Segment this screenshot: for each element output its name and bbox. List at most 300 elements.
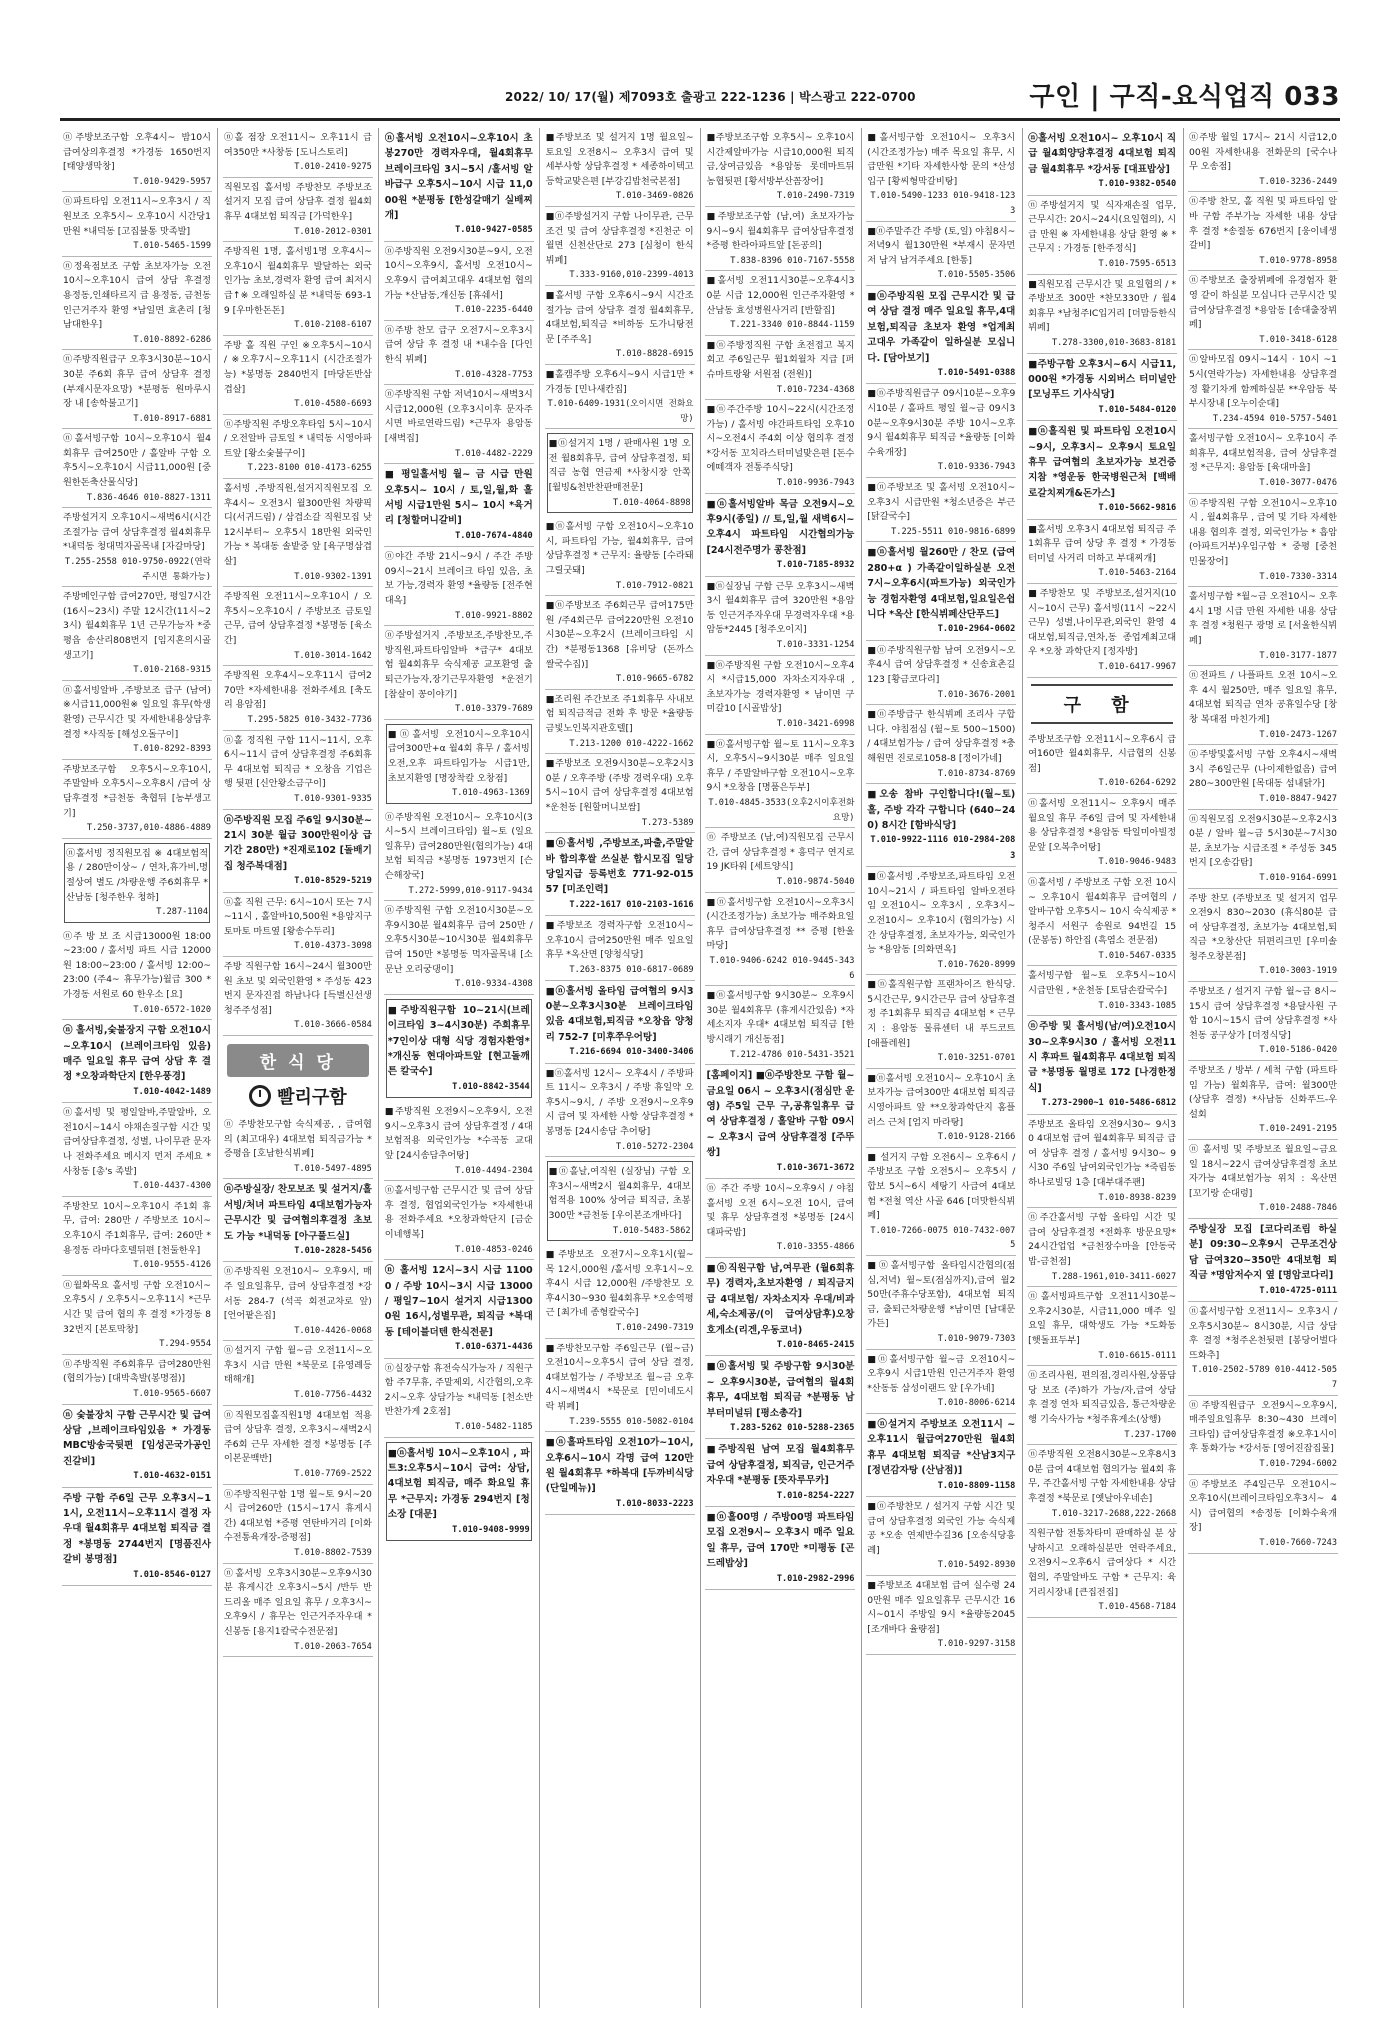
ad-phone: T.239-5555 010-5082-0104 — [569, 1416, 694, 1427]
classified-ad — [1188, 350, 1338, 429]
ad-text: ■ⓝ홀서빙구함 월~금 오전10시~오후9시 시급1만원 인근거주자 환영 *산동동 삼성이랜드 앞 [우가네] — [867, 1353, 1016, 1394]
classified-ad — [386, 1442, 532, 1541]
ad-text: ■ⓝ홀서빙구함 9시30분~ 오후9시30분 월4회휴무 (휴게시간있음) *자세소지자 우대* 4대보험 퇴직금 [한방시래기 개신동점] — [706, 990, 855, 1045]
classified-ad — [62, 1103, 212, 1197]
column-3 — [384, 128, 534, 2008]
classified-ad — [547, 433, 693, 513]
ad-text: ■ⓝ홀서빙구함 올타임시간협의(점심,저녁) 월~토(점심까지),급여 월250만(주휴수당포함), 4대보험 퇴직금, 출퇴근차량운행 *남이면 [남대문가든] — [867, 1259, 1016, 1330]
column-7 — [1027, 128, 1177, 2008]
classified-ad — [62, 1197, 212, 1276]
ad-text: ⓝ 주방보조 (남,여)직원모집 근무시간, 급여 상담후결정 * 흥덕구 연지로 19 JK타워 [세트양식] — [706, 832, 855, 873]
classified-ad — [1027, 1445, 1177, 1524]
classified-ad — [223, 1179, 373, 1262]
classified-ad — [705, 577, 855, 656]
ad-text: ■ⓝ홀파트타임 오전10가~10시, 오후6시~10시 각명 급여 120만원 월4회휴무 *하복대 [두까비식당(단일메뉴)] — [545, 1437, 694, 1495]
ad-phone: T.333-9160,010-2399-4013 — [569, 270, 694, 281]
ad-text: 주방찬모 10시~오후10시 주1회 휴무, 급여: 280만 / 주방보조 10시~오후10시 주1회휴무, 급여: 260만 *용정동 라마다호텔뒤편 [천둘한우] — [63, 1200, 211, 1256]
ad-text: [홈페이지] ■ⓝ주방찬모 구함 월~ 금요일 06시 ~ 오후3시(점심만 운영) 주5일 근무 구,공휴일휴무 급여 상담후결정 / 홀알바 구함 09시~ 오후3시 급여 상담후결정 [주뚜쌍] — [706, 1070, 855, 1159]
ad-phone: T.278-3300,010-3683-8181 — [1051, 337, 1177, 348]
ad-text: 주방 홀 직원 구인 ※오후5시~10시 / ※오후7시~오후11시 (시간조절가능) *봉명동 2840번지 [마당돈반삼겹살] — [223, 339, 372, 395]
classified-ad — [223, 587, 373, 666]
classified-ad — [866, 478, 1016, 542]
classified-ad — [1027, 794, 1177, 873]
ad-text: ⓝ 숯불장치 구함 근무시간 및 급여 상담 ,브레이크타임있음 * 가경동 MBC방송국뒷편 [임성곤국가공인진갈비] — [63, 1409, 211, 1467]
ad-phone: T.010-9382-0540 — [1098, 179, 1177, 190]
ad-text: ⓝ주방직원 오전10시~ 오후9시, 매주 일요일휴무, 급여 상담후결정 *강서동 284-7 (석곡 회전교차로 앞) [언어팥은집] — [223, 1266, 372, 1322]
ad-text: ⓝ주방 찬모 급구 오전7시~오후3시 급여 상담 후 결정 내 *내수읍 [다인 한식 뷔페] — [384, 324, 533, 365]
ad-phone: T.010-3217-2688,222-2668 — [1051, 1508, 1177, 1519]
ad-phone: T.010-2964-0602 — [937, 624, 1016, 635]
classified-ad — [1027, 1524, 1177, 1618]
ad-text: ⓝ주방직원 오전10시~ 오후10시(3시~5시 브레이크타임) 월~토 (일요일휴무) 급여280만원(협의가능) 4대보험 퇴직금 *봉명동 1973번지 [슨슨해장국] — [384, 811, 533, 882]
classified-ad — [545, 754, 695, 833]
classified-ad — [1027, 1287, 1177, 1366]
classified-ad — [62, 128, 212, 192]
ad-phone: T.010-2982-2996 — [776, 1573, 855, 1584]
ad-phone: T.010-4494-2304 — [455, 1165, 533, 1176]
ad-phone: T.010-7756-4432 — [294, 1390, 372, 1401]
classified-ad — [705, 828, 855, 892]
ad-text: ⓝ주방설거지 및 식자재손질 업무, 근무시간: 20시~24시(요일협의), 시급 만원 ※ 자세한내용 상담 환영 ※ * 근무지 : 가경동 [한주정식] — [1028, 199, 1177, 255]
classified-ad — [545, 286, 695, 365]
ad-phone: T.234-4594 010-5757-5401 — [1212, 413, 1338, 424]
classified-ad — [223, 128, 373, 178]
ad-phone: T.287-1104 — [156, 907, 208, 918]
classified-ad — [545, 517, 695, 596]
ad-text: ■ⓝ홀서빙알바 목금 오전9시~오후9시(종일) // 토,일,월 새벽6시~ 오후4시 파트타임 시간협의가능 [24시전주명가 콩찬점] — [706, 498, 855, 556]
classified-ad — [545, 128, 695, 207]
ad-phone: T.010-3355-4866 — [776, 1242, 855, 1253]
ad-text: ⓝ홀서빙구함 근무시간 및 급여 상담 후 결정, 협업외국인가능 *자세한내용 전화주세요 *오창과학단지 [금순이네행복] — [384, 1185, 533, 1240]
column-6 — [866, 128, 1016, 2008]
ad-text: ⓝ주간홀서빙 구함 올타임 시간 및 급여 상담후결정 *전화후 방문요망* 24시간업업 *금천장수마을 [안동국밥-금천점] — [1028, 1212, 1177, 1268]
ad-phone: T.010-3003-1919 — [1259, 966, 1338, 977]
ad-phone: T.010-3676-2001 — [937, 689, 1016, 700]
ad-text: ⓝ주방및홀서빙 구함 오후4시~새벽3시 주6일근무 (나이제한없음) 급여280~300만원 [목대동 섬내닭가] — [1189, 749, 1338, 790]
classified-ad — [705, 400, 855, 494]
ad-text: ⓝ홀 직원 근무: 6시~10시 또는 7시~11시 , 홀알바10,500원 *용암지구 토마토 마트옆 [왕송수두리] — [223, 896, 372, 937]
classified-ad — [705, 1439, 855, 1507]
ad-text: ■ⓝ홀서빙 올타임 급여협의 9시30분~오후3시30분 브레이크타임 있음 4대보험,퇴직금 *오창읍 양청리 752-7 [미후쭈우어탕] — [545, 985, 694, 1043]
classified-ad — [705, 1258, 855, 1356]
ad-phone: T.010-9408-9999 — [452, 1524, 530, 1535]
ad-phone: T.010-9301-9335 — [294, 793, 372, 804]
ad-phone: T.010-4725-0111 — [1259, 1285, 1338, 1296]
column-divider — [1022, 128, 1023, 2008]
classified-ad — [545, 1339, 695, 1433]
ad-text: ⓝ홀서빙 오전10시~ 오후10시 직급 월4회양당후결정 4대보험 퇴직금 월4회휴무 *강서동 [대표밥상] — [1028, 133, 1177, 175]
classified-ad — [545, 981, 695, 1064]
ad-text: ■주방보조 오전9시30분~오후2시30분 / 오후주방 (주방 경력우대) 오후5시~10시 급여 상담후결정 4대보험 *운천동 [원할머니보쌈] — [545, 758, 694, 813]
ad-text: ■ⓝ홀서빙 10시~오후10시 , 파트3:오후5시~10시 급여: 상담, 4대보험 퇴직금, 매주 화요일 휴무 *근무지: 가경동 294번지 [청소장 [대문] — [387, 1447, 530, 1521]
ad-text: 주방 찬모 (주방보조 및 설거지 업무 오전9시 830~2030 (휴식80분 급여 상담후결정, 초보가능 4대보험,퇴직금 *오창산단 뒤편리크민 [우미솔 청주오창본점] — [1189, 892, 1338, 962]
classified-ad — [545, 207, 695, 286]
ad-phone: T.010-4373-3098 — [294, 941, 372, 952]
ad-phone: T.010-2488-7846 — [1259, 1203, 1338, 1214]
classified-ad — [223, 415, 373, 479]
ad-phone: T.010-3077-0476 — [1259, 478, 1338, 489]
ad-phone: T.010-5483-5862 — [612, 1225, 691, 1236]
ad-phone: T.010-8529-5219 — [294, 876, 372, 887]
ad-phone: T.010-9046-9483 — [1098, 857, 1177, 868]
classified-ad — [62, 760, 212, 839]
ad-text: ■ 평일홀서빙 월~ 금 시급 만원 오후5시~ 10시 / 토,일,월,화 홀서빙 시급1만원 5시~ 10시 *육거리 [청할머니갈비] — [384, 469, 533, 527]
ad-text: ⓝ홀서빙구함 오전11시~ 오후3시 / 오후5시30분~ 8시30분, 시급 상담후 결정 *청주온천뒷편 [봉당어벌다뜨화추] — [1189, 1306, 1338, 1361]
classified-ad — [223, 1406, 373, 1485]
ad-text: ■ⓝ홀서빙 12시~ 오후4시 / 주방파트 11시~ 오후3시 / 주방 휴일약 오후5시~9시, / 주방 오전9시~오후9시 급여 및 자세한 사항 상담후결정 *봉명동 [24시송담 추어탕] — [545, 1067, 694, 1137]
ad-text: ⓝ주방직원 오전8시30분~오후8시30분 급여 4대보험 협의가능 월4회 휴무, 주간홀서빙 구함 자세한내용 상담후결정 *북문로 [옛날아우네손] — [1028, 1449, 1177, 1504]
ad-phone: T.212-4786 010-5431-3521 — [730, 1049, 855, 1060]
ad-text: 홀서빙구함 오전10시~ 오후10시 주희휴무, 4대보험적용, 급여 상담후결정 *근무지: 용암동 [육대마을] — [1189, 433, 1338, 474]
ad-text: ■ⓝ주방직원 구함 오전10시~오후4시 *시급15,000 자차소지자우대 , 초보자가능 경력자환영 * 남이면 구미갈10 [시골밥상] — [706, 659, 855, 715]
ad-phone: T.010-4853-0246 — [455, 1244, 533, 1255]
ad-text: 주방설거지 오후10시~새벽6시(시간조절가능 급여 상담후결정 월4회휴무 *내덕동 청대먹자골목내 [자갈마당] — [63, 512, 211, 553]
ad-phone: T.010-8847-9427 — [1259, 793, 1338, 804]
ad-text: ■오송 참바 구인합니다!(월~토) 홀, 주방 각각 구합니다 (640~240) 8시간 [함바식당] — [867, 789, 1016, 831]
ad-text: ⓝ주방직원 모집 주6일 9시30분~21시 30분 월급 300만원이상 급기간 280만) *진재로102 [돌배기집 청주복대점] — [223, 814, 372, 872]
ad-text: ■주방찬모 및 주방보조,설거지(10시~10시 근무) 홀서빙(11시 ~22시 근무) 성별,나이무관,외국인 환영 4대보험,퇴직금,연차,동 종업계최고대우 *오창 과학단지 [정자방] — [1028, 588, 1177, 658]
ad-phone: T.010-4064-8898 — [612, 497, 691, 508]
ad-phone: T.010-7595-6513 — [1098, 259, 1177, 269]
classified-ad — [62, 587, 212, 681]
ad-phone: T.010-3671-3672 — [776, 1162, 855, 1173]
classified-ad — [1027, 1208, 1177, 1287]
classified-ad — [384, 1260, 534, 1358]
classified-ad — [705, 1065, 855, 1179]
ad-phone: T.010-6615-0111 — [1098, 1350, 1177, 1361]
classified-ad — [384, 626, 534, 720]
ad-text: 주방보조구함 오후5시~오후10시, 주말알바 오후5시~오후8시 /급여 상담후결정 *금천동 축협뒤 [농부생고기] — [63, 763, 211, 819]
classified-ad — [545, 690, 695, 754]
classified-ad — [1188, 1140, 1338, 1219]
ad-text: ■주방찬모구함 주6일근무 (월~금) 오전10시~오후5시 급여 상담 결정, 4대보험가능 / 주방보조 월~금 오후4시~새벽4시 *북문로 [민이네도시락 뷔페] — [545, 1342, 694, 1413]
ad-text: ⓝ주방직원급구 오전9시~오후9시, 매주일요일휴무 8:30~430 브레이크타임) 급여상담후결정 ※오후1시이후 통화가능 *강서동 [영어진잡집물] — [1189, 1399, 1338, 1455]
ad-phone: T.010-4042-1489 — [133, 1086, 211, 1097]
ad-phone: T.010-4632-0151 — [133, 1471, 211, 1482]
clock-icon — [249, 1085, 271, 1107]
ad-phone: T.010-7660-7243 — [1259, 1537, 1338, 1548]
classified-ad — [1188, 192, 1338, 271]
classified-ad — [384, 901, 534, 995]
classified-ad — [384, 1181, 534, 1260]
ad-text: ⓝ홀 점장 오전11시~ 오후11시 급여350만 *사창동 [도니스토리] — [223, 132, 372, 158]
ad-text: 주방보조구함 오전11시~오후6시 급여160만 월4회휴무, 시급협의 신봉점] — [1028, 733, 1177, 774]
classified-ad — [705, 494, 855, 577]
classified-ad — [1027, 128, 1177, 196]
ad-text: ■ⓝ주방직원구함 남여 오전9시~오후4시 급여 상담후결정 * 신송효촌길 123 [황금코다리] — [867, 644, 1016, 685]
ad-text: ⓝ주방 및 홀서빙(남/여)오전10시30~오후9시30 / 홀서빙 오전11시 후파트 월4회휴무 4대보험 퇴직금 *봉명동 월명로 172 [나경한정식] — [1028, 1021, 1177, 1094]
classified-ad — [62, 1276, 212, 1355]
ad-text: ■ⓝ주방설거지 구함 나이무관, 근무 조건 및 급여 상담후결정 *진천군 이월면 신천산단로 273 [심청이 한식뷔페] — [545, 210, 694, 266]
ad-phone: T.010-2828-5456 — [294, 1245, 372, 1256]
classified-ad — [1188, 1475, 1338, 1554]
ad-text: ■ⓝ홀서빙구함 오전10시~오후3시(시간조정가능) 초보가능 매주화요일휴무 급여상담후결정 ** 증평 [한울마당] — [706, 896, 855, 952]
ad-phone: T.010-9936-7943 — [776, 478, 855, 489]
classified-ad — [705, 1356, 855, 1439]
ad-phone: T.010-5465-1599 — [133, 241, 211, 252]
ad-text: ⓝ홀서빙 정직원모집 ※ 4대보험적용 / 280만이상~ / 연차,휴가비,명절상여 별도 /차량운행 주6회휴무 *산남동 [청주한우 청하] — [66, 847, 208, 903]
ad-text: ⓝ주방보조구함 오후4시~ 밤10시 급여상의후결정 *가경동 1650번지 [태양생막창] — [63, 132, 211, 173]
ad-phone: T.010-8006-6214 — [937, 1398, 1016, 1409]
classified-ad — [1027, 354, 1177, 422]
classified-ad — [705, 336, 855, 400]
ad-phone: T.010-5482-1185 — [455, 1422, 533, 1432]
ad-phone: T.010-9336-7943 — [937, 462, 1016, 473]
ad-phone: T.010-2168-9315 — [133, 665, 211, 676]
ad-phone: T.010-2410-9275 — [294, 162, 372, 173]
column-1 — [62, 128, 212, 2008]
classified-ad — [223, 1485, 373, 1564]
classified-ad — [62, 1488, 212, 1586]
ad-phone: T.010-4328-7753 — [455, 369, 533, 380]
ad-phone: T.010-5662-9816 — [1098, 503, 1177, 514]
classified-ad — [705, 893, 855, 987]
ad-text: ⓝ홀서빙알바 ,주방보조 급구 (남여) ※시급11,000원※ 일요일 휴무(학생환영) 근무시간 및 자세한내용상담후결정 *사직동 [해성오돌구이] — [63, 684, 211, 740]
column-divider — [700, 128, 701, 2008]
classified-ad — [223, 479, 373, 587]
ad-phone: T.010-8892-6286 — [133, 334, 211, 345]
ad-phone: T.010-9164-6991 — [1259, 872, 1338, 883]
ad-phone: T.010-8465-2415 — [776, 1339, 855, 1350]
ad-text: ⓝ주방직원 주방오후타임 5시~10시 / 오전알바 금토일 * 내덕동 시영아파트앞 [왕소숯불구이] — [223, 418, 372, 459]
ad-text: ■홀서빙 구함 오후6시~9시 시간조절가능 급여 상담후 결정 월4회휴무,4대보험,퇴직금 *비하동 도가니탕전문 [주주옥] — [545, 289, 694, 345]
page-header — [60, 76, 1340, 116]
ad-text: ■ⓝ홀서빙 ,주방보조,파출,주말알바 합의후쌀 쓰실분 합시모집 일당 당일지급 등록번호 771-92-01557 [미조인력] — [545, 838, 694, 896]
classified-ad — [384, 464, 534, 547]
ad-text: ⓝ홀서빙구함 10시~오후10시 월4회휴무 급여250만 / 홀알바 구함 오후5시~오후10시 시급11,000원 [중원한돈축산물식당] — [63, 433, 211, 489]
classified-ad — [223, 1262, 373, 1341]
ad-phone: T.010-9555-4126 — [133, 1260, 211, 1271]
classified-ad — [866, 384, 1016, 478]
ad-phone: T.010-4437-4300 — [133, 1181, 211, 1192]
ad-text: ■ⓝ주방직원 모집 근무시간 및 급여 상담 결정 매주 일요일 휴무,4대보험,퇴직금 초보자 환영 *업계최고대우 가족같이 일하실분 모십니다. [담아보기] — [867, 290, 1016, 364]
ad-text: ⓝ주방 찬모, 홀 직원 및 파트타임 알바 구함 주부가능 자세한 내용 상담 후 결정 *송절동 676번지 [웅이네생갈비] — [1189, 196, 1338, 252]
classified-ad — [223, 1115, 373, 1179]
ad-phone: T.283-5262 010-5288-2365 — [730, 1422, 855, 1433]
ad-text: ■홀서빙 오후3시 4대보험 퇴직금 주1회휴무 급여 상당 후 결정 * 가경동 터미널 사거리 더하고 부대찌개] — [1028, 523, 1177, 564]
ad-text: ⓝ 홀서빙,숯불장지 구함 오전10시~오후10시 (브레이크타임 있음) 매주 일요일 휴무 급여 상담 후 결정 *오창과학단지 [한우풍경] — [63, 1025, 211, 1083]
classified-ad — [705, 128, 855, 207]
classified-ad — [705, 986, 855, 1065]
ad-text: ⓝ 주간 주방 10시~오후9시 / 야침 홀서빙 오전 6시~오전 10시, 급여 및 휴무 상담후결정 *봉명동 [24시 대파국밥] — [706, 1182, 855, 1238]
classified-ad — [64, 843, 210, 923]
section-title: 구인 | 구직-요식업직 033 — [1029, 82, 1340, 112]
ad-phone: T.295-5825 010-3432-7736 — [247, 714, 372, 725]
classified-ad — [1188, 1396, 1338, 1475]
ad-phone: T.010-6409-1931(오이시면 전화요망) — [547, 399, 694, 424]
ad-text: ⓝ주방실장/ 찬모보조 및 설거지/홀서빙/처녀 파트타임 4대보험가능자 근무시간 및 급여협의후결정 초보도 가능 *내덕동 [아구풀드실] — [223, 1184, 372, 1242]
classified-ad — [866, 222, 1016, 286]
ad-text: ■주방직원 오전9시~오후9시, 오전9시~오후3시 급여 상담후결정 / 4대보험적용 외국인가능 *수곡동 교대 앞 [24시송담추어탕] — [384, 1106, 533, 1162]
hansik-section-header — [227, 1044, 369, 1109]
ad-phone: T.010-9429-5957 — [133, 176, 211, 187]
ad-phone: T.010-4426-0068 — [294, 1325, 372, 1336]
ad-text: ⓝ주방직원 오전9시30분~9시, 오전10시~오후9시, 홀서빙 오전10시~오후9시 급여최고대우 4대보험 협의 가능 *산남동,개신동 [휴쉐서] — [384, 245, 533, 301]
ad-phone: T.010-8292-8393 — [133, 744, 211, 755]
classified-ad — [62, 927, 212, 1021]
ad-text: ⓝ 주방찬모구함 숙식제공, , 급여협의 (최고대우) 4대보험 퇴직금가능 *증평읍 [호남한식뷔페] — [223, 1118, 372, 1160]
classified-ad — [866, 1576, 1016, 1655]
ad-phone: T.010-3177-1877 — [1259, 650, 1338, 661]
column-2 — [223, 128, 373, 2008]
classified-ad — [705, 271, 855, 335]
classified-ad — [1188, 494, 1338, 588]
classified-ad — [545, 1245, 695, 1339]
ad-phone: T.010-9079-7303 — [937, 1333, 1016, 1344]
ad-phone: T.221-3340 010-8844-1159 — [730, 320, 855, 331]
classified-ad — [545, 365, 695, 429]
classified-ad — [1188, 810, 1338, 889]
ad-text: ■ⓝ주간주방 10시~22시(시간조정가능) / 홀서빙 야간파트타임 오후10시~오전4시 주4회 이상 협의후 결정 *강서동 꼬치라스터미널맞은편 [돈수에떼객자 전통주식당] — [706, 404, 855, 474]
ad-phone: T.010-2012-0301 — [294, 226, 372, 237]
ad-phone: T.010-3666-0584 — [294, 1020, 372, 1031]
ad-phone: T.216-6694 010-3400-3406 — [569, 1047, 694, 1058]
classified-ad — [1027, 196, 1177, 275]
ad-text: ■ⓝ홀직원 및 파트타임 오전10시~9시, 오후3시~ 오후9시 토요일휴무 급여협의 초보자가능 보건증지참 *영운동 한국병원근처 [백배로갈치찌개&돈가스] — [1028, 426, 1177, 499]
ad-phone: T.010-7294-6002 — [1259, 1458, 1338, 1469]
ad-phone: T.010-2490-7319 — [615, 1323, 694, 1334]
ad-phone: T.273-5389 — [641, 817, 694, 828]
ad-phone: T.010-6264-6292 — [1098, 778, 1177, 789]
guhap-section-header: 구 함 — [1031, 684, 1173, 724]
ad-text: 주방메인구함 급여270만, 평일7시간(16시~23시) 주말 12시간(11시~23시) 월4회휴무 1년 근무가능자 *중평읍 송산리808번지 [임지혼의시골생고기] — [63, 591, 211, 661]
classified-ad — [866, 542, 1016, 640]
ad-phone: T.010-8546-0127 — [133, 1569, 211, 1580]
classified-ad — [62, 1355, 212, 1405]
ad-phone: T.010-8802-7539 — [294, 1548, 372, 1558]
ad-phone: T.010-9565-6607 — [133, 1388, 211, 1399]
classified-ad — [386, 999, 532, 1098]
ad-phone: T.010-9665-6782 — [615, 674, 694, 685]
classified-ad — [223, 666, 373, 730]
ad-phone: T.263-8375 010-6817-0689 — [569, 964, 694, 975]
ad-phone: T.010-3236-2449 — [1259, 176, 1338, 187]
classified-ad — [866, 867, 1016, 975]
ad-text: ■주방보조 오전7시~오후1시(월~목 12시,000원 /홀서빙 오후1시~오후4시 시급 12,000원 /주방찬모 오후4시30~930 월4회휴무 *오송역평근 [최가네 종형칼국수] — [545, 1249, 694, 1319]
classified-ad — [1188, 128, 1338, 192]
ad-phone: T.010-8033-2223 — [615, 1498, 694, 1509]
ad-text: ■조리원 주간보조 주1회휴무 사내보험 퇴직금적금 전화 후 방문 *율량동 금빛노인복지관호텔[] — [545, 693, 694, 734]
classified-ad — [866, 128, 1016, 222]
ad-phone: T.010-4482-2229 — [455, 448, 533, 459]
ad-phone: T.288-1961,010-3411-6027 — [1051, 1271, 1177, 1282]
classified-ad — [223, 810, 373, 893]
classified-ad — [1188, 1302, 1338, 1396]
ad-phone: T.010-8809-1158 — [937, 1480, 1016, 1491]
ad-phone: T.010-4580-6693 — [294, 399, 372, 410]
ad-phone: T.010-3469-0826 — [615, 191, 694, 202]
ad-text: 홀서빙 ,주방직원,설거지직원모집 오후4시~ 오전3시 월300만원 차량픽디(서귀드림) / 삼겹소갈 직원모집 낮12시부터~ 오후5시 18만원 외국인가능 * 복대동 솔밭중 앞 [육구명삼겹살] — [223, 483, 372, 568]
ad-phone: T.010-9922-1116 010-2984-2083 — [870, 835, 1016, 861]
ad-text: ⓝ알바모집 09시~14시 · 10시 ~15시(연락가능) 자세한내용 상담후결정 활기차게 함께하실분 **우암동 북부시장내 [오누이순대] — [1189, 354, 1338, 410]
ad-text: ■ⓝ홀00명 / 주방00명 파트타임 모집 오전9시~ 오후3시 매주 일요일 휴무, 급여 170만 *미평동 [곤드레밥상] — [706, 1512, 855, 1570]
ad-phone: T.010-8254-2227 — [776, 1490, 855, 1501]
ad-text: ■ⓝ홀서빙 월260만 / 찬모 (급여280+α ) 가족같이일하실분 오전7시~오후6시(파트가능) 외국인가능 경험자환영 4대보험,일요일은쉽니다 *옥산 [한식뷔페산단푸드] — [867, 547, 1016, 620]
ad-text: 홀서빙구함 월~토 오후5시~10시 시급만원 , *운천동 [토담손칼국수] — [1028, 970, 1177, 997]
classified-ad — [62, 1020, 212, 1103]
ad-text: ⓝ주방직원 구함 저녁10시~새벽3시 시급12,000원 (오후3시이후 문자주시면 바로연락드림) *근무자 용암동 [새벽집] — [384, 389, 533, 444]
ad-text: ⓝ홀서빙 오전10시~오후10시 초봉270만 경력자우대, 월4회휴무 브레이크타임 3시~5시 /홀서빙 알바급구 오후5시~10시 시급 11,000원 *분평동 [한성갈매기 실배찌개] — [384, 133, 533, 222]
classified-ad — [866, 1256, 1016, 1350]
ppalli-guham-banner — [227, 1083, 369, 1109]
ad-phone: T.010-2235-6440 — [455, 305, 533, 316]
classified-ad — [1188, 271, 1338, 350]
classified-ad — [1027, 873, 1177, 967]
ad-text: ⓝ주방 월일 17시~ 21시 시급12,000원 자세한내용 전화문의 [국수나무 오송점] — [1189, 132, 1338, 173]
classified-ad — [1188, 745, 1338, 809]
ad-phone: T.010-7185-8932 — [776, 560, 855, 571]
classified-columns — [62, 128, 1338, 2008]
classified-ad — [62, 681, 212, 760]
ad-text: ■주방보조구함 (남,여) 초보자가능 9시~9시 월4회휴무 급여상담후결정 *증평 한라아파트앞 [돈공의] — [706, 210, 855, 252]
ad-phone: T.010-2491-2195 — [1259, 1124, 1338, 1135]
ad-phone: T.010-9921-8802 — [455, 610, 533, 621]
classified-ad — [384, 1102, 534, 1181]
ad-text: ■ⓝ홀서빙구함 월~토 11시~오후3시, 오후5시~9시30분 매주 일요일휴무 / 주말알바구함 오전10시~오후9시 *오창읍 [명품은두부] — [706, 738, 855, 794]
ad-text: ■ⓝ홀서빙 구함 오전10시~오후10시, 파트타임 가능, 월4회휴무, 급여 상담후결정 * 근무지: 율량동 [수라돼그릴굿돼] — [545, 521, 694, 577]
ad-phone: T.010-7234-4368 — [776, 384, 855, 395]
column-divider — [217, 128, 218, 2008]
classified-ad — [866, 784, 1016, 867]
column-divider — [1183, 128, 1184, 2008]
ad-text: ⓝ주방직원 구함 오전10시~오후10시 , 월4회휴무 , 급여 및 기타 자세한 내용 협의후 결정, 외국인가능 * 흡암(아파트거부)우임구함 * 중평 [중천민물장어] — [1189, 497, 1338, 568]
classified-ad — [1188, 429, 1338, 493]
ad-phone: T.010-9334-4308 — [455, 979, 533, 990]
ad-text: ■주방보조 4대보험 급여 실수령 240만원 매주 일요일휴무 근무시간 16시~01시 주방일 9시 *율량동2045 [조개바다 율량점] — [867, 1579, 1016, 1635]
ad-phone: T.010-5463-2164 — [1098, 568, 1177, 579]
classified-ad — [866, 705, 1016, 784]
ad-phone: T.010-9406-6242 010-9445-3436 — [709, 955, 855, 981]
ad-text: 주방보조 올타임 오전9시30~ 9시30 4대보험 급여 월4회휴무 퇴직금 급여 상담후 결정 / 홀서빙 9시30~ 9시30 주6일 남여외국인가능 *죽림동 하나로빌딩 1층 [대부대주팬] — [1028, 1118, 1177, 1189]
ppalli-label: 빨리구함 — [277, 1086, 347, 1108]
column-divider — [539, 128, 540, 2008]
ad-phone: T.836-4646 010-8827-1311 — [86, 492, 211, 503]
ad-phone: T.010-7674-4840 — [455, 530, 533, 541]
ad-text: ⓝ파트타임 오전11시~오후3시 / 직원보조 오후5시~ 오후10시 시간당1만원 *내덕동 [고집불통 맛족발] — [63, 196, 211, 237]
ad-text: ⓝ직원모집 오전9시30분~오후2시30분 / 알바 월~금 5시30분~7시30분, 초보가능 시급조절 * 주성동 345번지 [오송감탐] — [1189, 813, 1338, 869]
classified-ad — [62, 192, 212, 256]
ad-phone: T.010-5484-0120 — [1098, 404, 1177, 415]
ad-text: 직원모집 홀서빙 주방찬모 주방보조 설거지 모집 급여 상담후 결정 월4회휴무 4대보험 퇴직금 [가덕한우] — [223, 181, 372, 222]
ad-phone: T.010-3251-0701 — [937, 1053, 1016, 1064]
classified-ad — [384, 547, 534, 626]
ad-phone: T.010-3379-7689 — [455, 704, 533, 715]
classified-ad — [545, 596, 695, 690]
ad-text: 주방보조 / 방부 / 세척 구함 (파트타임 가능) 월회휴무, 급여: 월300만(상담후 결정) *사남동 신화푸드-우설회 — [1189, 1065, 1338, 1120]
classified-ad — [223, 1564, 373, 1658]
ad-text: ■홀캠주방 오후6시~9시 시급1만 *가경동 [민나새칸집] — [545, 368, 694, 395]
ad-phone: T.010-3014-1642 — [294, 650, 372, 661]
ad-text: ⓝ주방직원구함 1명 월~토 9시~20시 급여260만 (15시~17시 휴게시간) 4대보험 *증평 연탄바거리 [이화수전통육개장-증평점] — [223, 1488, 372, 1544]
ad-phone: T.010-9128-2166 — [937, 1132, 1016, 1143]
ad-phone: T.010-5505-3506 — [937, 270, 1016, 281]
ad-phone: T.010-3421-6998 — [776, 719, 855, 730]
classified-ad — [62, 350, 212, 429]
ad-phone: T.010-4845-3533(오후2시이후전화요망) — [708, 798, 855, 823]
classified-ad — [62, 1405, 212, 1488]
classified-ad — [866, 1350, 1016, 1414]
issue-dateline: 2022/ 10/ 17(월) 제7093호 출광고 222-1236 | 박스광고 222-0700 — [505, 90, 916, 104]
classified-ad — [1027, 520, 1177, 584]
classified-ad — [384, 321, 534, 385]
ad-text: ■직원모집 근무시간 및 요일협의 / *주방보조 300만 *찬모330만 / 월4회휴무 *남청주IC입거리 [더맘등한식뷔페] — [1028, 278, 1177, 334]
ad-phone: T.010-4963-1369 — [452, 788, 530, 799]
ad-text: ⓝ홀서빙 오전11시~ 오후9시 매주 월요일 휴무 주6일 급여 및 자세한내용 상담후결정 *용암동 탁일미아빌정문앞 [오복추어탕] — [1028, 797, 1177, 853]
classified-ad — [62, 508, 212, 587]
classified-ad — [1027, 966, 1177, 1016]
ad-text: ■ⓝ홀서빙 및 주방구함 9시30분~ 오후9시30분, 급여협의 월4회휴무, 4대보험 퇴직금 *분평동 남부터미널뒤 [평소총각] — [706, 1361, 855, 1419]
ad-phone: T.010-5467-0335 — [1098, 950, 1177, 961]
